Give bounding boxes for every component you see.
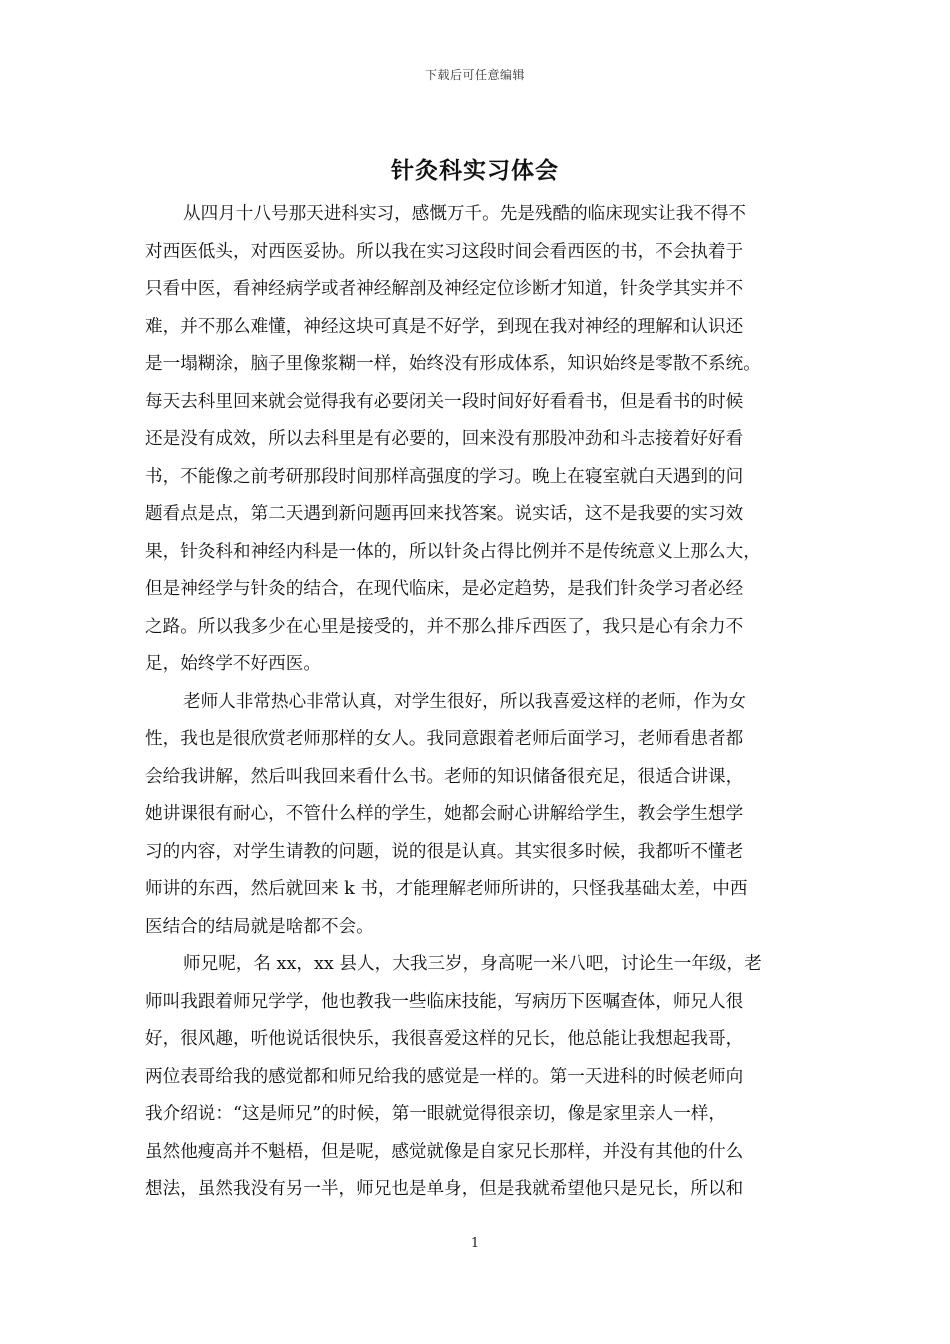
text-line: 会给我讲解，然后叫我回来看什么书。老师的知识储备很充足，很适合讲课，	[145, 766, 744, 787]
text-line: 师讲的东西，然后就回来 k 书，才能理解老师所讲的，只怪我基础太差，中西	[145, 879, 748, 899]
text-line: 她讲课很有耐心，不管什么样的学生，她都会耐心讲解给学生，教会学生想学	[145, 804, 744, 824]
text-line: 题看点是点，第二天遇到新问题再回来找答案。说实话，这不是我要的实习效	[145, 504, 744, 524]
text-line: 老师人非常热心非常认真，对学生很好，所以我喜爱这样的老师，作为女	[183, 691, 747, 712]
text-line: 从四月十八号那天进科实习，感慨万千。先是残酷的临床现实让我不得不	[183, 204, 747, 224]
document-title: 针灸科实习体会	[391, 157, 559, 184]
text-line: 足，始终学不好西医。	[145, 654, 321, 674]
text-line: 只看中医，看神经病学或者神经解剖及神经定位诊断才知道，针灸学其实并不	[145, 279, 744, 299]
text-line: 想法，虽然我没有另一半，师兄也是单身，但是我就希望他只是兄长，所以和	[145, 1179, 744, 1199]
text-line: 师兄呢，名 xx，xx 县人，大我三岁，身高呢一米八吧，讨论生一年级，老	[183, 954, 762, 974]
text-line: 果，针灸科和神经内科是一体的，所以针灸占得比例并不是传统意义上那么大，	[145, 541, 761, 562]
text-line: 性，我也是很欣赏老师那样的女人。我同意跟着老师后面学习，老师看患者都	[145, 729, 744, 749]
text-line: 难，并不那么难懂，神经这块可真是不好学，到现在我对神经的理解和认识还	[145, 316, 744, 337]
text-line: 是一塌糊涂，脑子里像浆糊一样，始终没有形成体系，知识始终是零散不系统。	[145, 354, 761, 374]
text-line: 对西医低头，对西医妥协。所以我在实习这段时间会看西医的书，不会执着于	[145, 241, 744, 262]
text-line: 还是没有成效，所以去科里是有必要的，回来没有那股冲劲和斗志接着好好看	[145, 429, 744, 449]
page-number: 1	[470, 1236, 480, 1251]
text-line: 每天去科里回来就会觉得我有必要闭关一段时间好好看看书，但是看书的时候	[145, 391, 744, 412]
text-line: 好，很风趣，听他说话很快乐，我很喜爱这样的兄长，他总能让我想起我哥，	[145, 1029, 744, 1049]
text-line: 但是神经学与针灸的结合，在现代临床，是必定趋势，是我们针灸学习者必经	[145, 579, 744, 599]
text-line: 之路。所以我多少在心里是接受的，并不那么排斥西医了，我只是心有余力不	[145, 616, 744, 637]
text-line: 习的内容，对学生请教的问题，说的很是认真。其实很多时候，我都听不懂老	[145, 841, 744, 862]
text-line: 师叫我跟着师兄学学，他也教我一些临床技能，写病历下医嘱查体，师兄人很	[145, 991, 744, 1012]
text-line: 我介绍说：“这是师兄”的时候，第一眼就觉得很亲切，像是家里亲人一样，	[145, 1104, 726, 1124]
text-line: 书，不能像之前考研那段时间那样高强度的学习。晚上在寝室就白天遇到的问	[145, 466, 744, 487]
text-line: 两位表哥给我的感觉都和师兄给我的感觉是一样的。第一天进科的时候老师向	[145, 1066, 744, 1087]
document-body	[145, 196, 815, 1209]
text-line: 虽然他瘦高并不魁梧，但是呢，感觉就像是自家兄长那样，并没有其他的什么	[145, 1141, 744, 1162]
page-header: 下载后可任意编辑	[424, 68, 525, 82]
text-line: 医结合的结局就是啥都不会。	[145, 916, 374, 937]
